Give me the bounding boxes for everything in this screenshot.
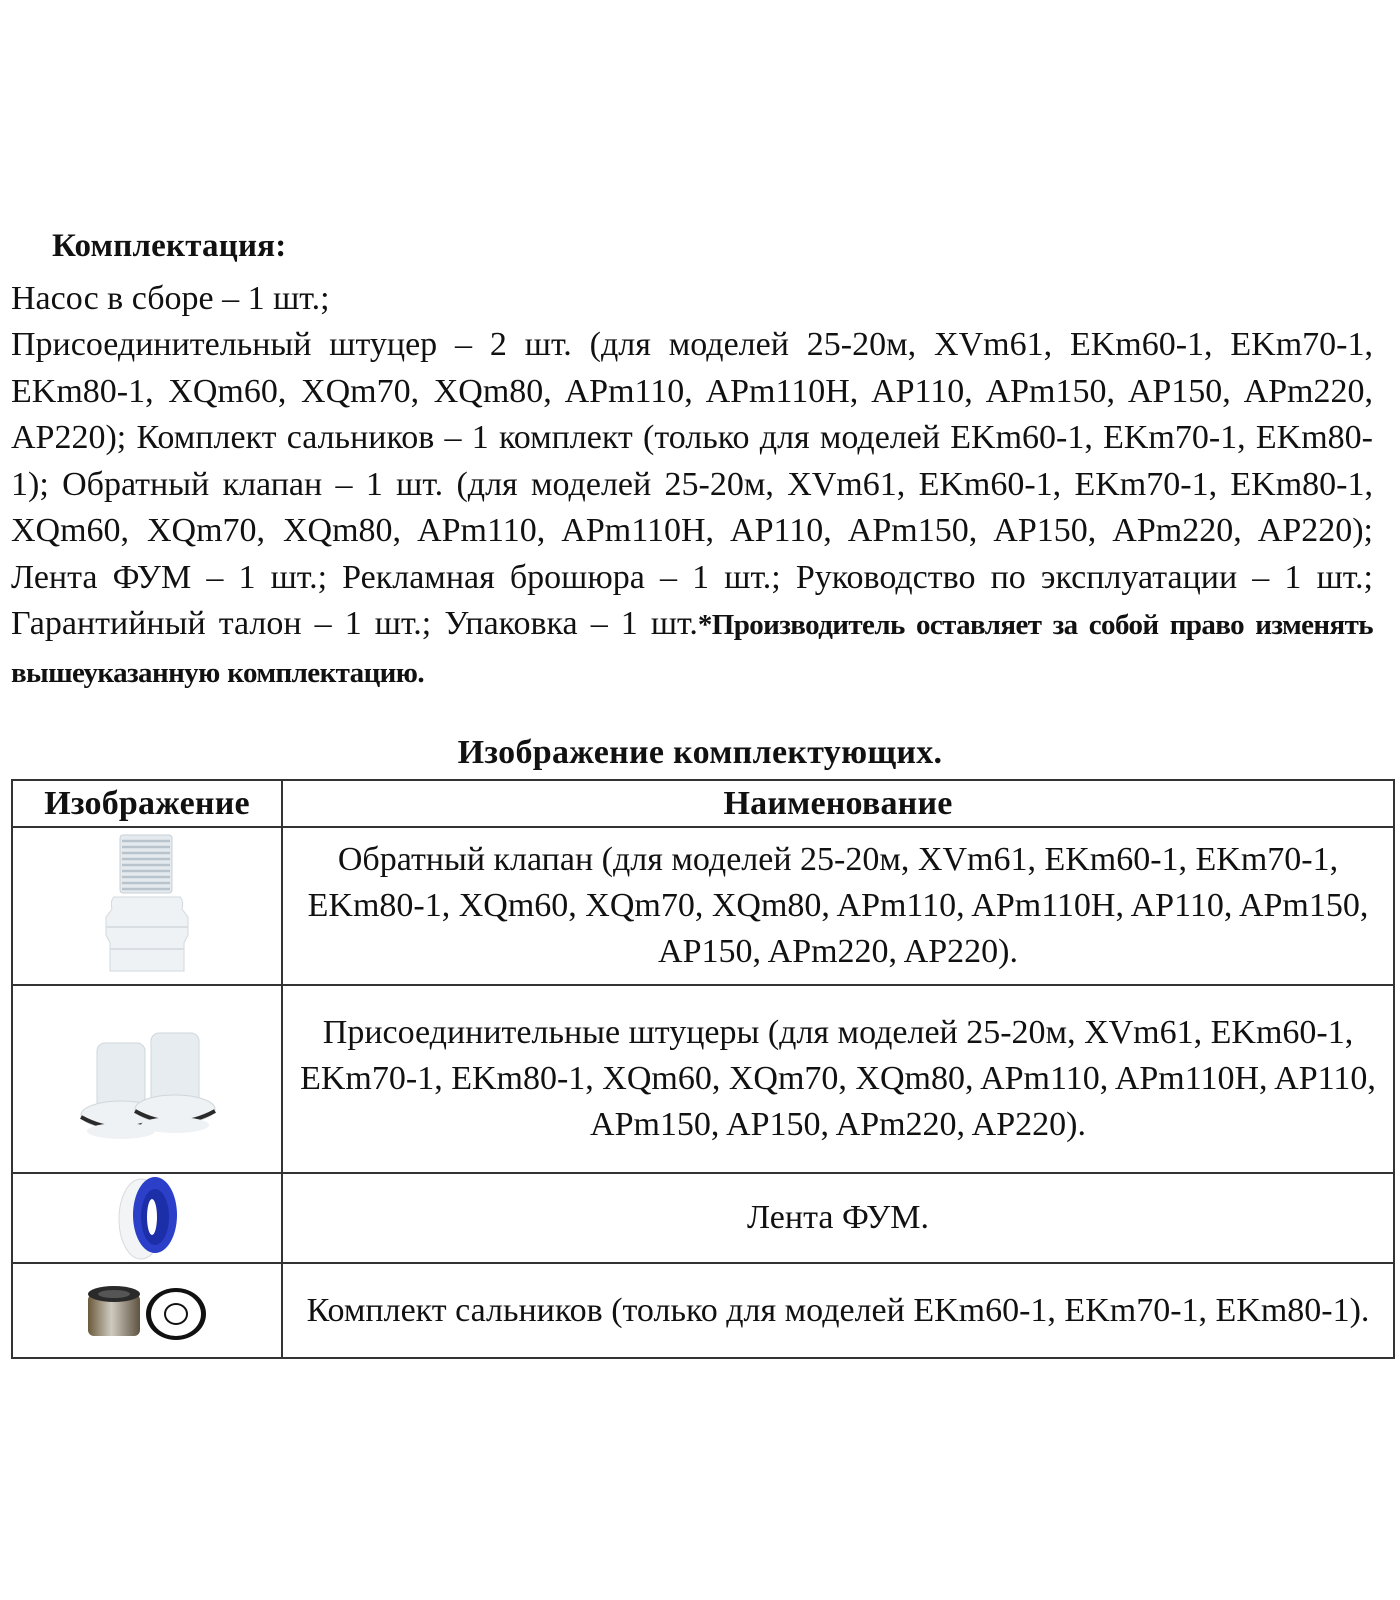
manufacturer-note: *Производитель оставляет за собой право изменять вышеуказанную комплектацию. [11, 609, 1373, 689]
header-image: Изображение [12, 780, 282, 827]
fittings-image [67, 1009, 227, 1149]
check-valve-image [92, 831, 202, 981]
table-title: Изображение комплектующих. [457, 734, 943, 771]
table-header-row [12, 780, 1394, 827]
pump-assembly-line: Насос в сборе – 1 шт.; [11, 280, 330, 317]
package-contents-paragraph [11, 322, 1373, 696]
image-cell [12, 1173, 282, 1263]
component-name: Присоединительные штуцеры (для моделей 25-20м, XVm61, EKm60-1, EKm70-1, EKm80-1, XQm60, XQm70, XQm80, APm110, APm110H, AP110, APm150, AP150, APm220, AP220). [282, 985, 1394, 1173]
image-cell [12, 827, 282, 985]
package-contents-text: Присоединительный штуцер – 2 шт. (для моделей 25-20м, XVm61, EKm60-1, EKm70-1, EKm80-1, XQm60, XQm70, XQm80, APm110, APm110H, AP110, APm150, AP150, APm220, AP220); Комплект сальников – 1 комплект (только для моделей EKm60-1, EKm70-1, EKm80-1); Обратный клапан – 1 шт. (для моделей 25-20м, XVm61, EKm60-1, EKm70-1, EKm80-1, XQm60, XQm70, XQm80, APm110, APm110H, AP110, APm150, AP150, APm220, AP220); Лента ФУМ – 1 шт.; Рекламная брошюра – 1 шт.; Руководство по эксплуатации – 1 шт.; Гарантийный талон – 1 шт.; Упаковка – 1 шт. [11, 326, 1373, 642]
header-name: Наименование [282, 780, 1394, 827]
component-name: Лента ФУМ. [282, 1173, 1394, 1263]
table-row [12, 1263, 1394, 1358]
table-row [12, 1173, 1394, 1263]
component-name: Комплект сальников (только для моделей EKm60-1, EKm70-1, EKm80-1). [282, 1263, 1394, 1358]
component-name: Обратный клапан (для моделей 25-20м, XVm61, EKm60-1, EKm70-1, EKm80-1, XQm60, XQm70, XQm80, APm110, APm110H, AP110, APm150, AP150, APm220, AP220). [282, 827, 1394, 985]
section-heading: Комплектация: [52, 228, 287, 264]
image-cell [12, 1263, 282, 1358]
ptfe-tape-image [107, 1175, 187, 1261]
image-cell [12, 985, 282, 1173]
table-row [12, 985, 1394, 1173]
components-table [11, 779, 1395, 1359]
seal-kit-image [82, 1276, 212, 1346]
table-row [12, 827, 1394, 985]
